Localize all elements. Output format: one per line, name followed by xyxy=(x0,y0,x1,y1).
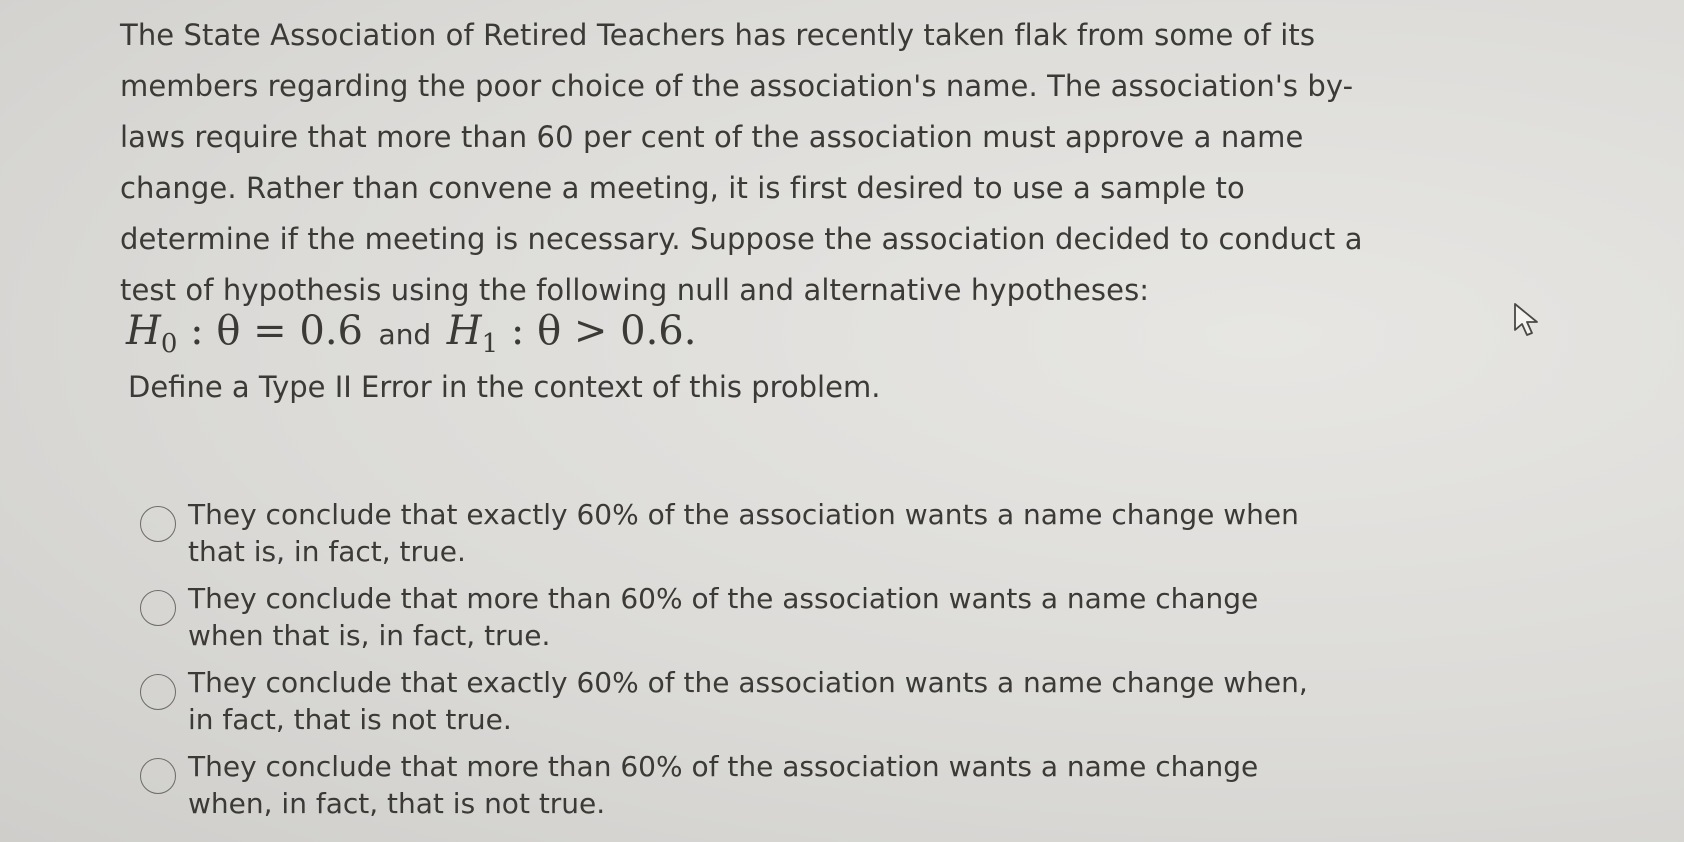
null-hypothesis-subscript: 0 xyxy=(160,329,178,359)
alternative-hypothesis xyxy=(446,308,697,359)
answer-options xyxy=(140,496,1360,832)
answer-option-label: They conclude that more than 60% of the association wants a name change when that is, in fact, true. xyxy=(188,582,1259,652)
and-connector: and xyxy=(378,318,432,351)
answer-option-3[interactable] xyxy=(140,664,1360,748)
radio-button-icon[interactable] xyxy=(140,674,176,710)
question-text xyxy=(120,10,1380,316)
question-prompt: Define a Type II Error in the context of this problem. xyxy=(128,370,881,404)
answer-option-label: They conclude that exactly 60% of the association wants a name change when that is, in fact, true. xyxy=(188,498,1299,568)
null-hypothesis-symbol: H xyxy=(126,308,161,354)
mouse-pointer-icon xyxy=(1512,302,1542,338)
answer-option-4[interactable] xyxy=(140,748,1360,832)
hypotheses xyxy=(126,308,696,359)
answer-option-1[interactable] xyxy=(140,496,1360,580)
alternative-hypothesis-subscript: 1 xyxy=(481,329,499,359)
alternative-hypothesis-expression: : θ > 0.6. xyxy=(498,308,697,354)
radio-button-icon[interactable] xyxy=(140,506,176,542)
radio-button-icon[interactable] xyxy=(140,758,176,794)
alternative-hypothesis-symbol: H xyxy=(446,308,482,354)
question-paragraph: The State Association of Retired Teachers has recently taken flak from some of its members regarding the poor choice of the association's name. The association's by-laws require that more than 60 per cent of the association must approve a name change. Rather than convene a meeting, it is first desired to use a sample to determine if the meeting is necessary. Suppose the association decided to conduct a test of hypothesis using the following null and alternative hypotheses: xyxy=(120,18,1363,307)
answer-option-label: They conclude that exactly 60% of the association wants a name change when, in fact, that is not true. xyxy=(188,666,1308,736)
null-hypothesis-expression: : θ = 0.6 xyxy=(177,308,363,354)
answer-option-label: They conclude that more than 60% of the association wants a name change when, in fact, that is not true. xyxy=(188,750,1259,820)
answer-option-2[interactable] xyxy=(140,580,1360,664)
radio-button-icon[interactable] xyxy=(140,590,176,626)
null-hypothesis xyxy=(126,308,363,359)
